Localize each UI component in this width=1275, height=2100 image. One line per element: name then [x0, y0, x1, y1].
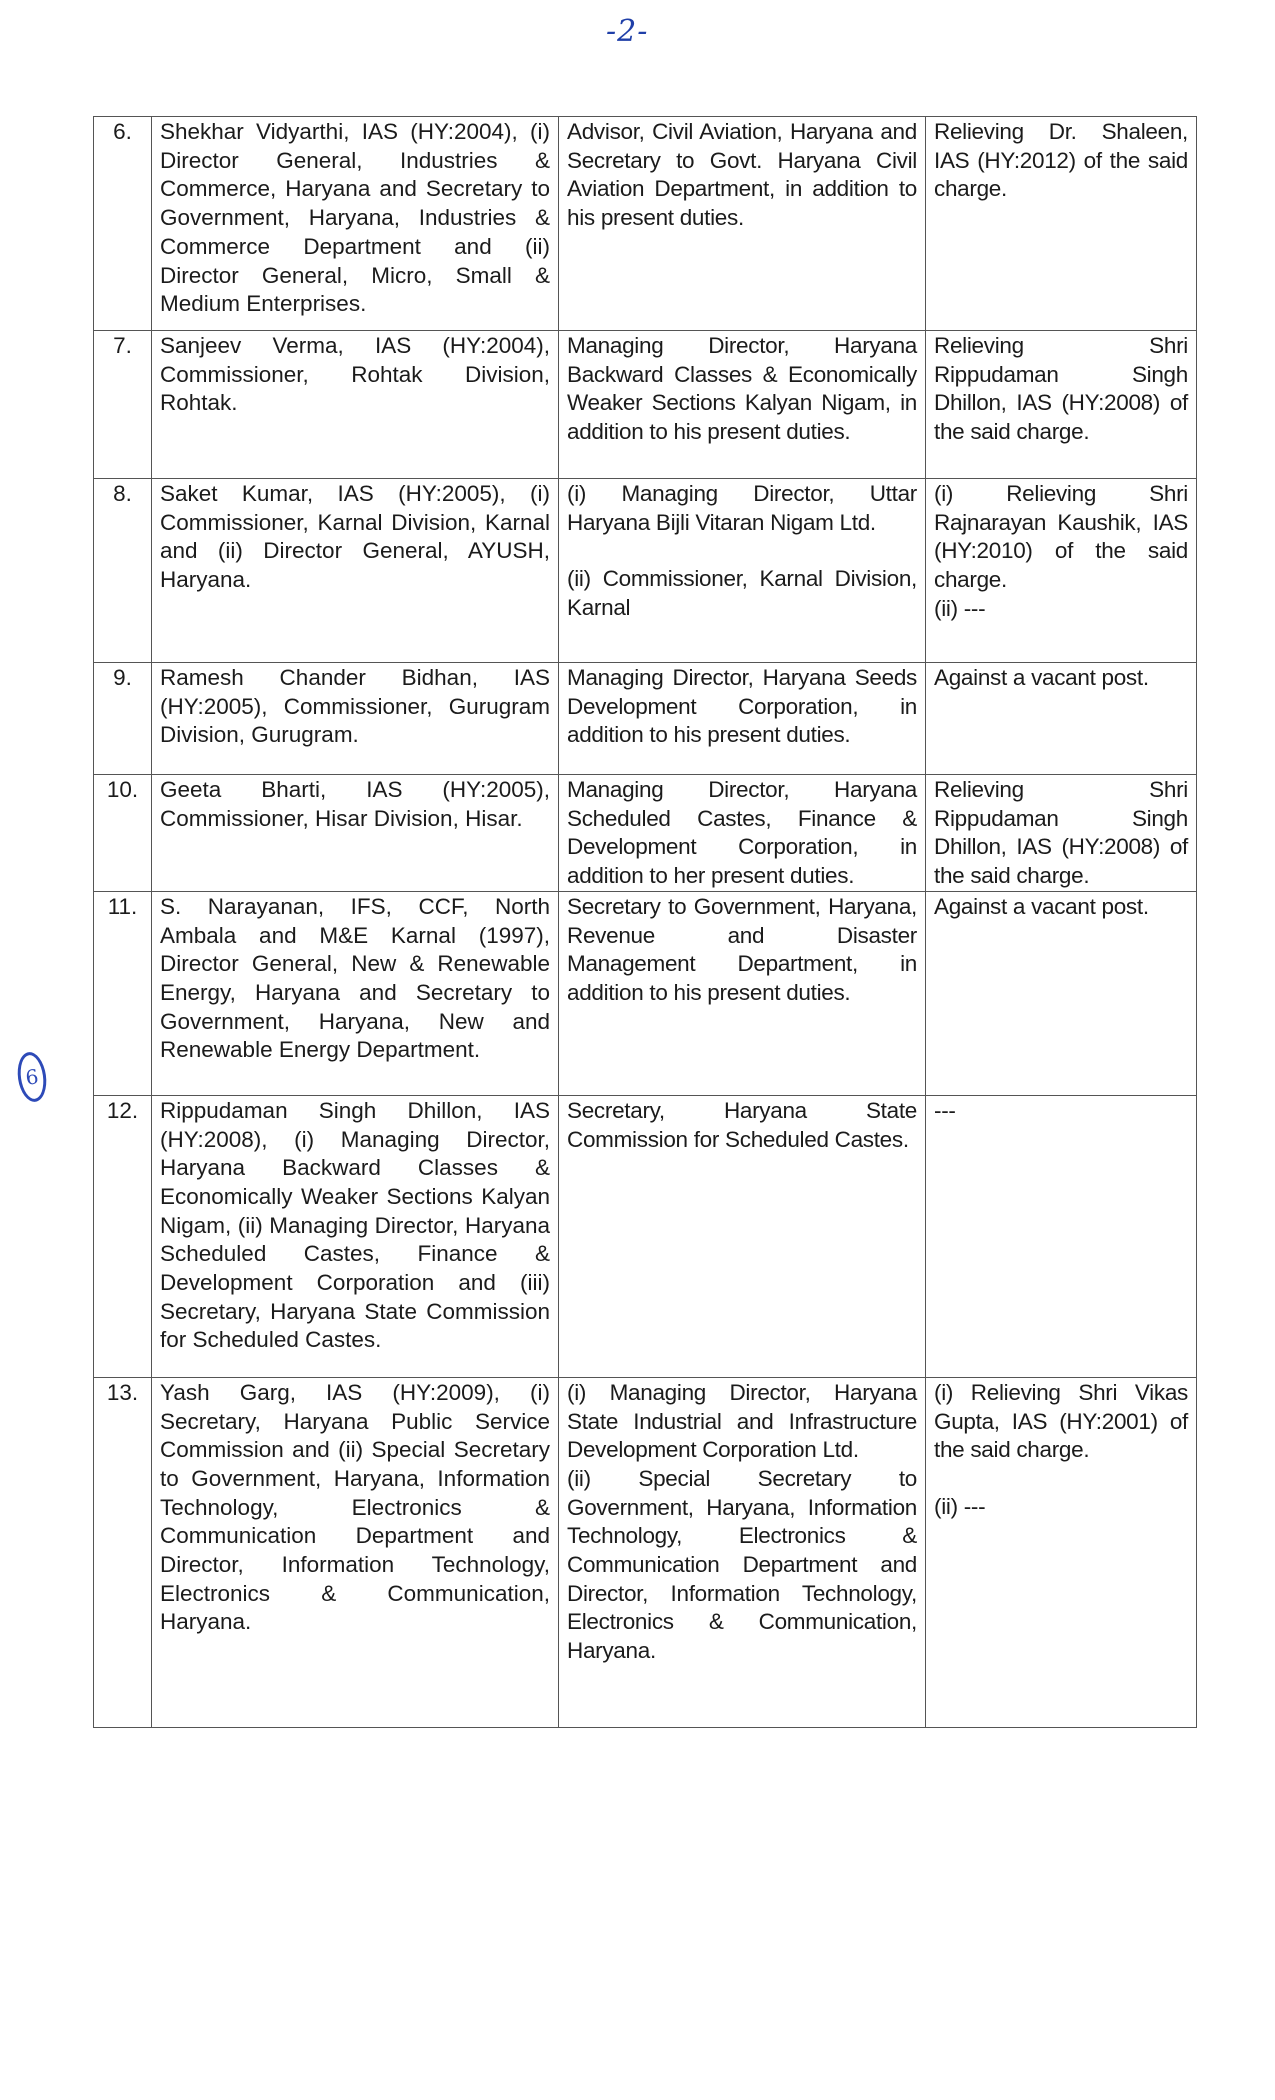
remarks-paragraph: Against a vacant post. — [934, 665, 1149, 690]
posting-paragraph: Secretary to Government, Haryana, Revenue and Disaster Management Department, in addition to his present duties. — [567, 893, 917, 1005]
posting-paragraph: Secretary, Haryana State Commission for Scheduled Castes. — [567, 1097, 917, 1152]
page-number: -2- — [606, 14, 649, 49]
serial-number-cell: 7. — [94, 331, 152, 479]
posting-paragraph: (i) Managing Director, Haryana State Industrial and Infrastructure Development Corporation Ltd. — [567, 1379, 917, 1463]
remarks-cell — [926, 775, 1197, 892]
remarks-paragraph: Relieving Shri Rippudaman Singh Dhillon, IAS (HY:2008) of the said charge. — [934, 777, 1188, 889]
serial-number-cell: 6. — [94, 117, 152, 331]
serial-number-cell: 13. — [94, 1377, 152, 1727]
posting-paragraph: (i) Managing Director, Uttar Haryana Bijli Vitaran Nigam Ltd. — [567, 481, 917, 535]
remarks-cell — [926, 891, 1197, 1095]
posting-cell — [559, 331, 926, 479]
officer-cell: Geeta Bharti, IAS (HY:2005), Commissioner, Hisar Division, Hisar. — [152, 775, 559, 892]
remarks-paragraph: (ii) --- — [934, 1493, 986, 1519]
remarks-cell — [926, 1377, 1197, 1727]
remarks-cell — [926, 331, 1197, 479]
remarks-paragraph: Relieving Shri Rippudaman Singh Dhillon, IAS (HY:2008) of the said charge. — [934, 333, 1188, 445]
remarks-paragraph: (ii) --- — [934, 595, 986, 621]
posting-cell — [559, 775, 926, 892]
officer-cell: S. Narayanan, IFS, CCF, North Ambala and M&E Karnal (1997), Director General, New & Renewable Energy, Haryana and Secretary to Government, Haryana, New and Renewable Energy Department. — [152, 891, 559, 1095]
remarks-paragraph: (i) Relieving Shri Vikas Gupta, IAS (HY:2001) of the said charge. — [934, 1379, 1188, 1463]
table-row — [94, 117, 1197, 331]
officer-cell: Rippudaman Singh Dhillon, IAS (HY:2008), (i) Managing Director, Haryana Backward Classes & Economically Weaker Sections Kalyan Nigam, (ii) Managing Director, Haryana Scheduled Castes, Finance & Development Corporation and (iii) Secretary, Haryana State Commission for Scheduled Castes. — [152, 1095, 559, 1377]
posting-paragraph: (ii) Commissioner, Karnal Division, Karnal — [567, 566, 917, 621]
serial-number-cell: 12. — [94, 1095, 152, 1377]
serial-number-cell: 8. — [94, 479, 152, 663]
remarks-cell — [926, 663, 1197, 775]
posting-cell — [559, 479, 926, 663]
serial-number-cell: 9. — [94, 663, 152, 775]
officer-cell: Sanjeev Verma, IAS (HY:2004), Commissioner, Rohtak Division, Rohtak. — [152, 331, 559, 479]
handwritten-margin-mark: 6 — [15, 1050, 50, 1103]
posting-paragraph: (ii) Special Secretary to Government, Haryana, Information Technology, Electronics & Communication Department and Director, Information Technology, Electronics & Communication, Haryana. — [567, 1465, 917, 1664]
table-row — [94, 775, 1197, 892]
serial-number-cell: 11. — [94, 891, 152, 1095]
remarks-cell — [926, 479, 1197, 663]
posting-cell — [559, 117, 926, 331]
remarks-cell — [926, 117, 1197, 331]
table-body — [94, 117, 1197, 1728]
posting-paragraph: Managing Director, Haryana Backward Classes & Economically Weaker Sections Kalyan Nigam, in addition to his present duties. — [567, 333, 917, 445]
table-row — [94, 479, 1197, 663]
table-row — [94, 331, 1197, 479]
table-row — [94, 1095, 1197, 1377]
remarks-cell — [926, 1095, 1197, 1377]
officer-cell: Ramesh Chander Bidhan, IAS (HY:2005), Commissioner, Gurugram Division, Gurugram. — [152, 663, 559, 775]
serial-number-cell: 10. — [94, 775, 152, 892]
table-row — [94, 891, 1197, 1095]
posting-paragraph: Managing Director, Haryana Scheduled Castes, Finance & Development Corporation, in addition to her present duties. — [567, 777, 917, 889]
posting-cell — [559, 663, 926, 775]
officer-cell: Yash Garg, IAS (HY:2009), (i) Secretary, Haryana Public Service Commission and (ii) Special Secretary to Government, Haryana, Information Technology, Electronics & Communication Department and Director, Information Technology, Electronics & Communication, Haryana. — [152, 1377, 559, 1727]
posting-paragraph: Advisor, Civil Aviation, Haryana and Secretary to Govt. Haryana Civil Aviation Department, in addition to his present duties. — [567, 119, 917, 231]
remarks-paragraph: Against a vacant post. — [934, 893, 1149, 919]
remarks-paragraph: Relieving Dr. Shaleen, IAS (HY:2012) of the said charge. — [934, 119, 1188, 202]
posting-paragraph: Managing Director, Haryana Seeds Development Corporation, in addition to his present duties. — [567, 665, 917, 748]
remarks-paragraph: --- — [934, 1097, 956, 1123]
table-row — [94, 1377, 1197, 1727]
officer-cell: Shekhar Vidyarthi, IAS (HY:2004), (i) Director General, Industries & Commerce, Haryana and Secretary to Government, Haryana, Industries & Commerce Department and (ii) Director General, Micro, Small & Medium Enterprises. — [152, 117, 559, 331]
posting-cell — [559, 891, 926, 1095]
posting-orders-table — [93, 116, 1197, 1728]
remarks-paragraph: (i) Relieving Shri Rajnarayan Kaushik, IAS (HY:2010) of the said charge. — [934, 481, 1188, 593]
officer-cell: Saket Kumar, IAS (HY:2005), (i) Commissioner, Karnal Division, Karnal and (ii) Director General, AYUSH, Haryana. — [152, 479, 559, 663]
posting-cell — [559, 1377, 926, 1727]
posting-cell — [559, 1095, 926, 1377]
table-row — [94, 663, 1197, 775]
